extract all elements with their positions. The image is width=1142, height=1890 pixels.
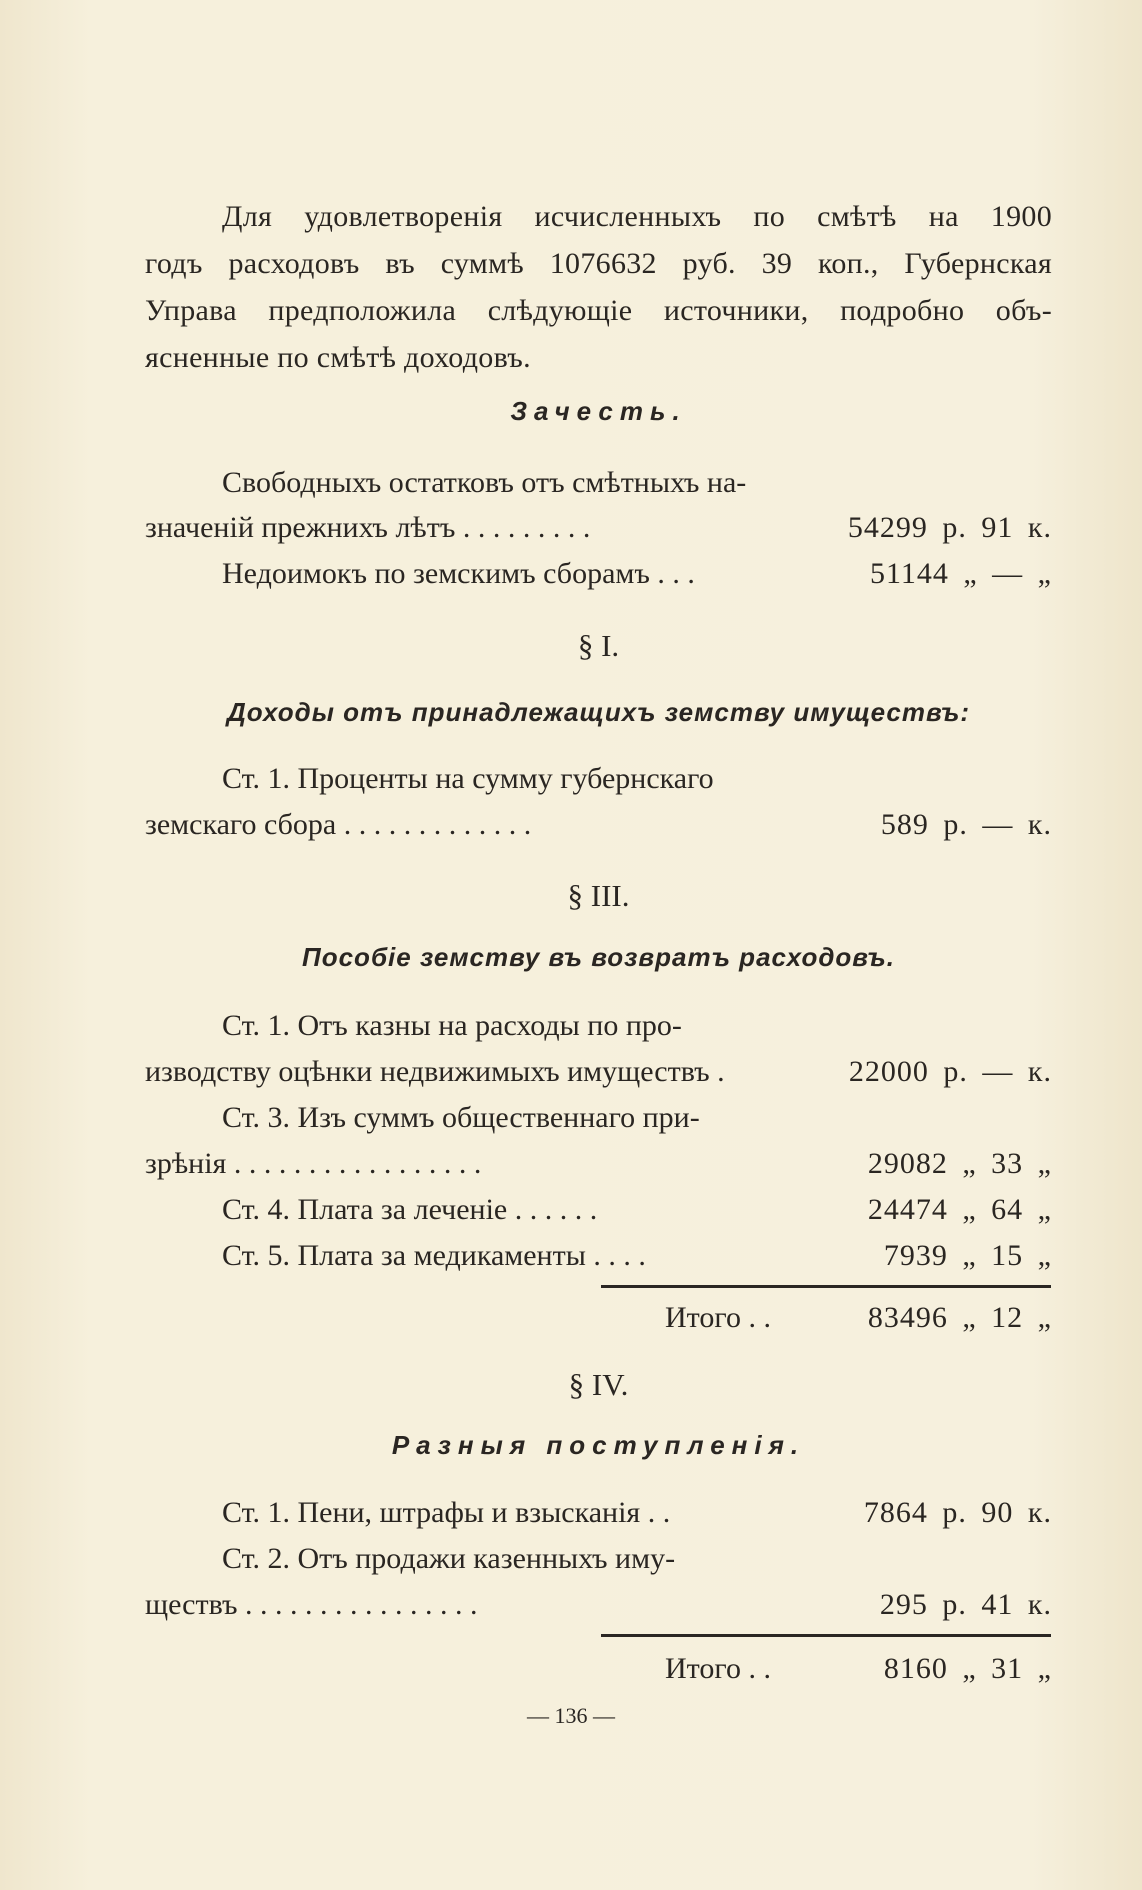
total-label: Итого . . — [665, 1652, 771, 1685]
sec1-row-1 — [145, 756, 1052, 802]
sec3-row-1 — [145, 1003, 1052, 1049]
sec3-row-4 — [145, 1141, 1052, 1187]
sec3-row-2 — [145, 1049, 1052, 1095]
section-3-title: § III. — [567, 878, 630, 913]
sec3-row-6 — [145, 1233, 1052, 1279]
sec3-row-5 — [145, 1187, 1052, 1233]
section-3-heading: Пособіе земству въ возвратъ расходовъ. — [302, 942, 895, 972]
intro-line-3: Управа предположила слѣдующіе источники, подробно объ- — [145, 294, 1052, 327]
row-amount: 589 р. — к. — [880, 808, 1052, 841]
row-label: Ст. 5. Плата за медикаменты . . . . — [222, 1239, 646, 1272]
total-amount: 8160 „ 31 „ — [883, 1652, 1052, 1685]
page-number: — 136 — — [527, 1703, 615, 1728]
total-amount: 83496 „ 12 „ — [867, 1301, 1052, 1334]
zachet-heading: Зачесть. — [510, 396, 687, 426]
intro-line-2: годъ расходовъ въ суммѣ 1076632 руб. 39 коп., Губернская — [145, 247, 1052, 280]
row-amount: 295 р. 41 к. — [879, 1588, 1052, 1621]
row-amount: 51144 „ — „ — [869, 557, 1052, 590]
total-rule — [601, 1285, 1051, 1288]
intro-paragraph — [145, 193, 1052, 381]
row-label: зрѣнія . . . . . . . . . . . . . . . . . — [145, 1147, 482, 1180]
row-label: изводству оцѣнки недвижимыхъ имуществъ . — [145, 1055, 725, 1088]
row-label: Ст. 1. Пени, штрафы и взысканія . . — [222, 1496, 671, 1529]
section-1-heading: Доходы отъ принадлежащихъ земству имуществъ: — [226, 697, 971, 727]
row-label: земскаго сбора . . . . . . . . . . . . . — [145, 808, 532, 841]
row-amount: 54299 р. 91 к. — [847, 511, 1052, 544]
zachet-row-3 — [145, 551, 1052, 597]
total-rule — [601, 1634, 1051, 1637]
section-4-title: § IV. — [568, 1367, 629, 1402]
sec3-total — [145, 1295, 1052, 1341]
row-amount: 22000 р. — к. — [848, 1055, 1052, 1088]
row-label: Ст. 2. Отъ продажи казенныхъ иму- — [222, 1542, 676, 1575]
row-label: Недоимокъ по земскимъ сборамъ . . . — [222, 557, 695, 590]
row-label: значеній прежнихъ лѣтъ . . . . . . . . . — [145, 511, 591, 544]
row-amount: 29082 „ 33 „ — [867, 1147, 1052, 1180]
zachet-row-1 — [145, 460, 1052, 506]
row-label: Свободныхъ остатковъ отъ смѣтныхъ на- — [222, 466, 747, 499]
row-label: ществъ . . . . . . . . . . . . . . . . — [145, 1588, 478, 1621]
section-4-heading: Разныя поступленія. — [391, 1430, 806, 1460]
row-label: Ст. 1. Отъ казны на расходы по про- — [222, 1009, 682, 1042]
row-label: Ст. 1. Проценты на сумму губернскаго — [222, 762, 714, 795]
row-amount: 24474 „ 64 „ — [867, 1193, 1052, 1226]
sec3-row-3 — [145, 1095, 1052, 1141]
row-label: Ст. 4. Плата за леченіе . . . . . . — [222, 1193, 598, 1226]
row-label: Ст. 3. Изъ суммъ общественнаго при- — [222, 1101, 700, 1134]
sec4-row-2 — [145, 1536, 1052, 1582]
row-amount: 7864 р. 90 к. — [863, 1496, 1052, 1529]
total-label: Итого . . — [665, 1301, 771, 1334]
section-1-title: § I. — [577, 628, 620, 663]
intro-line-1: Для удовлетворенія исчисленныхъ по смѣтѣ на 1900 — [222, 200, 1052, 233]
row-amount: 7939 „ 15 „ — [883, 1239, 1052, 1272]
sec4-total — [145, 1646, 1052, 1692]
sec4-row-1 — [145, 1490, 1052, 1536]
sec4-row-3 — [145, 1582, 1052, 1628]
intro-line-4: ясненные по смѣтѣ доходовъ. — [145, 341, 531, 374]
zachet-row-2 — [145, 505, 1052, 551]
sec1-row-2 — [145, 802, 1052, 848]
